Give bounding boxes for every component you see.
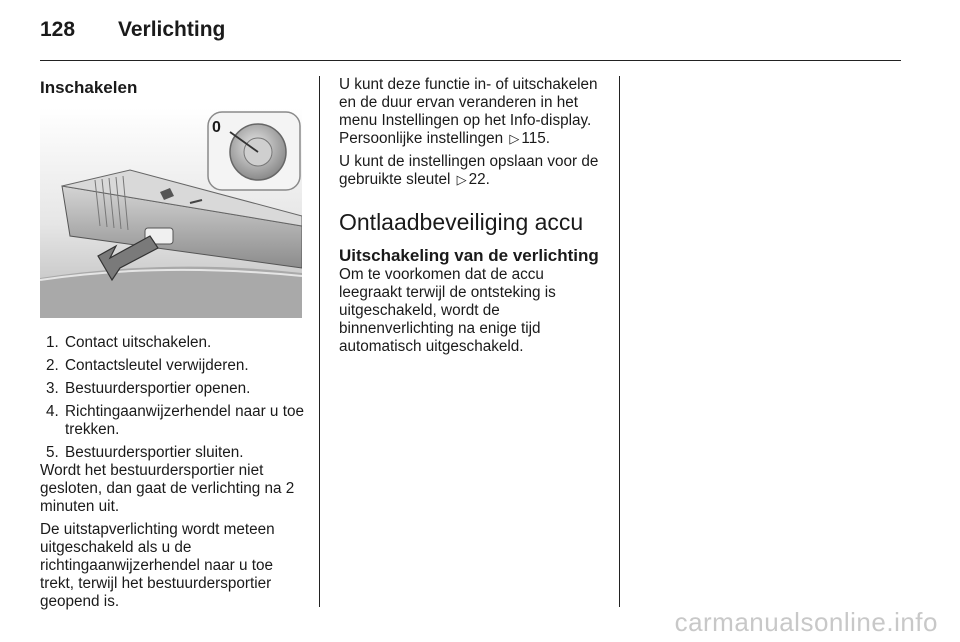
header-rule [40,60,901,61]
subheading-lighting-off: Uitschakeling van de verlichting [339,246,599,265]
lever-illustration-svg [40,108,302,318]
section-heading-inschakelen: Inschakelen [40,78,138,97]
right-column [339,76,607,361]
left-column [40,76,304,610]
chapter-title: Verlichting [118,18,226,41]
left-paragraphs [40,462,306,616]
section-heading-battery: Ontlaadbeveiliging accu [339,209,584,235]
lever-illustration [40,108,302,318]
column-divider-left [319,76,320,607]
exit-lighting-paragraph: De uitstapverlichting wordt meteen uitgeschakeld als u de richtingaanwijzerhendel naar u toe trekt, terwijl het bestuurdersportier geopend is. [40,521,275,610]
step-item: 4. Richtingaanwijzerhendel naar u toe trekken. [46,403,304,438]
key-settings-paragraph: U kunt de instellingen opslaan voor de gebruikte sleutel ▷ 22. [339,153,599,188]
battery-protection-paragraph: Om te voorkomen dat de accu leegraakt terwijl de ontsteking is uitgeschakeld, wordt de binnenverlichting na enige tijd automatisch uitgeschakeld. [339,266,556,355]
step-item: 1. Contact uitschakelen. [46,334,212,351]
column-divider-right [619,76,620,607]
watermark: carmanualsonline.info [674,607,938,637]
door-open-paragraph: Wordt het bestuurdersportier niet gesloten, dan gaat de verlichting na 2 minuten uit. [40,462,295,515]
page-reference-icon: ▷ [509,131,520,146]
page-reference-link[interactable]: 22. [468,171,490,188]
step-item: 5. Bestuurdersportier sluiten. [46,444,244,461]
page-number: 128 [40,18,76,41]
settings-paragraph: U kunt deze functie in- of uitschakelen en de duur ervan veranderen in het menu Instellingen op het Info-display. Persoonlijke instellingen ▷ 115. [339,76,598,147]
page-reference-link[interactable]: 115. [521,130,551,147]
step-item: 2. Contactsleutel verwijderen. [46,357,249,374]
step-item: 3. Bestuurdersportier openen. [46,380,251,397]
page-reference-icon: ▷ [456,172,467,187]
ignition-position-label: 0 [212,119,221,136]
instruction-steps [40,334,306,467]
